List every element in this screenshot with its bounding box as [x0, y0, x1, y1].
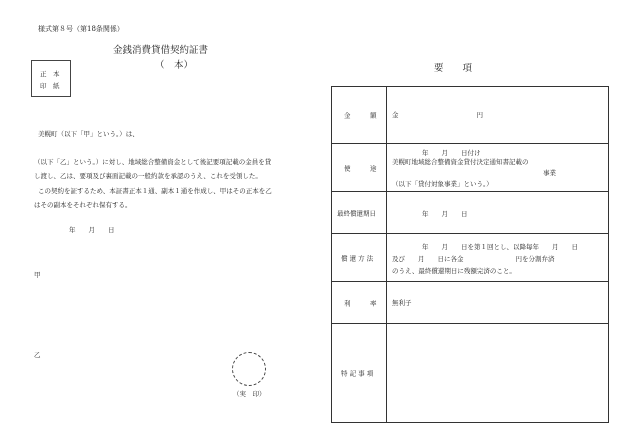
party-b-label: 乙: [34, 351, 41, 359]
seal-circle: [232, 352, 266, 386]
party-a-intro: 美幌町（以下「甲」という。）は、: [38, 130, 139, 138]
purpose-label: 使 途: [344, 164, 377, 172]
amount-value: 金 円: [392, 111, 483, 119]
contract-paragraph-2-line-1: この契約を証するため、本証書正本１通、副本１通を作成し、甲はその正本を乙: [38, 187, 272, 195]
repayment-method-line-1: 年 月 日を第１回とし、以降毎年 月 日: [422, 243, 578, 251]
contract-paragraph-1-line-1: （以下「乙」という。）に対し、地域総合整備資金として後記要項記載の金員を貸: [34, 158, 272, 166]
requirements-row-final-date: [332, 192, 608, 234]
interest-rate-value: 無利子: [392, 299, 412, 307]
repayment-method-line-3: のうえ、最終償還期日に残額完済のこと。: [392, 267, 516, 275]
requirements-row-repayment-method: [332, 234, 608, 282]
stamp-label-revenue: 印 紙: [40, 82, 60, 90]
party-a-label: 甲: [34, 271, 41, 279]
revenue-stamp-box: [31, 60, 71, 97]
final-date-label: 最終償還期日: [337, 209, 376, 217]
purpose-definition-line: （以下「貸付対象事業」という。）: [392, 180, 493, 188]
form-number: 様式第８号（第18条関係）: [38, 25, 124, 33]
requirements-row-interest-rate: [332, 282, 608, 324]
purpose-project-line: 事業: [543, 169, 556, 177]
repayment-method-label: 償 還 方 法: [341, 254, 374, 262]
requirements-table: [331, 86, 609, 423]
requirements-row-purpose: [332, 144, 608, 192]
final-date-value: 年 月 日: [422, 210, 468, 218]
amount-label: 金 額: [344, 111, 377, 120]
purpose-date-line: 年 月 日付け: [422, 149, 481, 157]
document-subtitle: （ 本）: [155, 60, 194, 71]
contract-paragraph-2-line-2: はその副本をそれぞれ保有する。: [34, 201, 132, 209]
stamp-label-original: 正 本: [40, 70, 60, 78]
requirements-heading: 要 項: [434, 63, 473, 74]
contract-date: 年 月 日: [69, 226, 115, 234]
repayment-method-line-2: 及び 月 日に各金 円を分割弁済: [392, 255, 555, 263]
purpose-notice-line: 美幌町地域総合整備資金貸付決定通知書記載の: [392, 158, 529, 166]
document-title: 金銭消費貸借契約証書: [113, 45, 209, 56]
special-notes-label: 特 記 事 項: [341, 369, 374, 378]
requirements-row-amount: [332, 87, 608, 144]
contract-paragraph-1-line-2: し渡し、乙は、要項及び裏面記載の一般約款を承認のうえ、これを受領した。: [34, 172, 262, 180]
requirements-row-special-notes: [332, 324, 608, 422]
seal-label: （実 印）: [233, 390, 266, 398]
interest-rate-label: 利 率: [344, 299, 377, 307]
